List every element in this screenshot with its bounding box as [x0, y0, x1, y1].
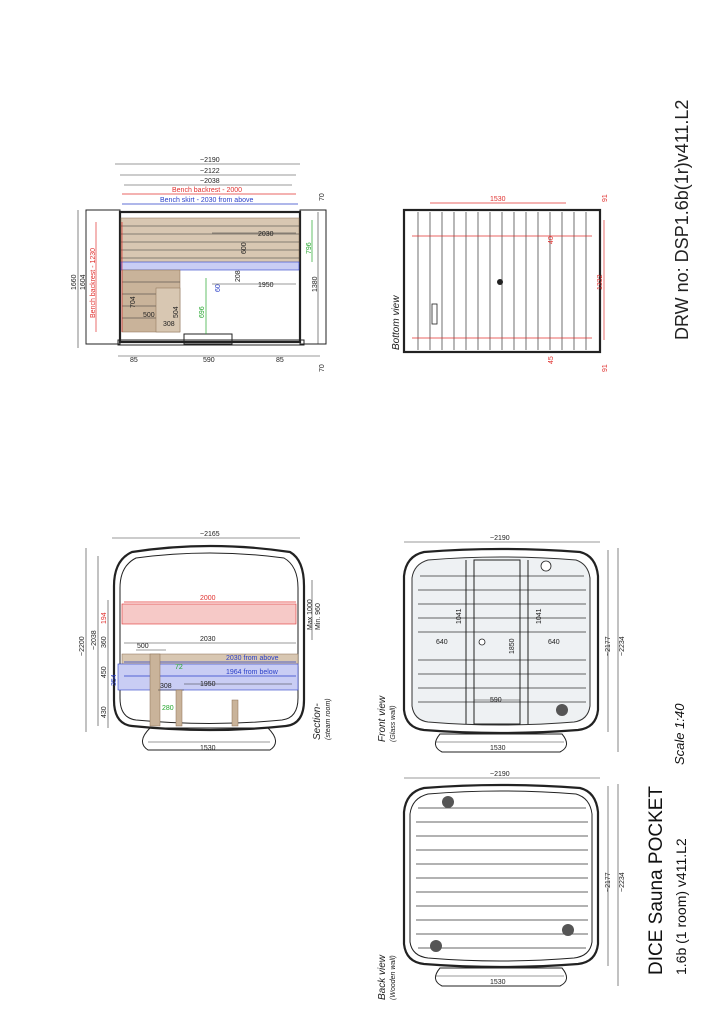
side-dim-1: ~2190: [200, 157, 220, 164]
bottom-drain-icon: [497, 279, 503, 285]
bottom-view: [391, 194, 609, 372]
section-blue-below: 1964 from below: [226, 669, 278, 676]
side-dim-right-3: 70: [319, 364, 326, 372]
bottom-dim-40: 40: [548, 236, 555, 244]
section-green-72: 72: [175, 664, 183, 671]
side-dim-right-1: 70: [319, 193, 326, 201]
section-green-280: 280: [162, 705, 174, 712]
back-dim-bottom: 1530: [490, 979, 506, 986]
side-inner-500: 500: [143, 312, 155, 319]
back-bolt-top-icon: [442, 796, 454, 808]
section-sublabel: (steam room): [325, 698, 332, 740]
side-inner-796: 796: [306, 242, 313, 254]
front-dim-top: ~2190: [490, 535, 510, 542]
front-vent-icon: [556, 704, 568, 716]
drawing-title: DICE Sauna POCKET: [646, 785, 667, 975]
back-view-slats: [416, 808, 588, 948]
side-inner-60: 60: [215, 284, 222, 292]
side-dim-2: ~2122: [200, 168, 220, 175]
side-inner-504: 504: [173, 306, 180, 318]
section-inner-500: 500: [137, 643, 149, 650]
side-inner-308: 308: [163, 321, 175, 328]
drawing-subtitle: 1.6b (1 room) v411.L2: [673, 838, 689, 975]
section-dim-left-7: 430: [101, 706, 108, 718]
front-sublabel: (Glass wall): [390, 705, 397, 742]
section-max: Max 1000: [307, 599, 314, 630]
side-backrest-vertical: Bench backrest - 1230: [90, 247, 97, 318]
back-sublabel: (Wooden wall): [390, 955, 397, 1000]
front-dim-640-right: 640: [548, 639, 560, 646]
bottom-dim-45: 45: [548, 356, 555, 364]
front-dim-right-1: ~2177: [605, 636, 612, 656]
side-inner-600: 600: [241, 242, 248, 254]
front-dim-right-2: ~2234: [619, 636, 626, 656]
section-dim-left-3: 194: [101, 612, 108, 624]
back-bolt-right-icon: [562, 924, 574, 936]
back-dim-right-1: ~2177: [605, 872, 612, 892]
front-view: [377, 535, 626, 752]
front-dim-1041-right: 1041: [536, 608, 543, 624]
section-dim-bottom: 1530: [200, 745, 216, 752]
section-dim-top: ~2165: [200, 531, 220, 538]
side-dim-right-2: 1380: [312, 276, 319, 292]
side-dim-bottom-1: 85: [130, 357, 138, 364]
section-inner-308: 308: [160, 683, 172, 690]
side-inner-2030: 2030: [258, 231, 274, 238]
side-inner-208: 208: [235, 270, 242, 282]
back-view: [377, 771, 626, 1000]
front-handle-icon: [479, 639, 485, 645]
section-inner-2030: 2030: [200, 636, 216, 643]
section-label: Section-: [312, 703, 323, 740]
side-view: [71, 157, 326, 372]
section-view: [79, 531, 332, 752]
drawing-number: DRW no: DSP1.6b(1r)v411.L2: [672, 99, 692, 340]
front-label: Front view: [377, 695, 388, 742]
side-dim-left-1: 1660: [71, 274, 78, 290]
bottom-dim-1332: 1332: [597, 274, 604, 290]
side-bench-backrest: Bench backrest - 2000: [172, 187, 243, 194]
section-dim-left-4: 360: [101, 636, 108, 648]
bottom-view-label: Bottom view: [391, 295, 402, 350]
bottom-vent-icon: [432, 304, 437, 324]
bottom-dim-91-bottom: 91: [602, 364, 609, 372]
side-inner-696: 696: [199, 306, 206, 318]
bottom-dim-91-top: 91: [602, 194, 609, 202]
side-inner-704: 704: [130, 296, 137, 308]
section-dim-left-2: ~2038: [91, 630, 98, 650]
section-dim-left-6: 354: [111, 674, 118, 686]
front-dim-1041-left: 1041: [456, 608, 463, 624]
bottom-dim-1530: 1530: [490, 196, 506, 203]
side-dim-left-2: 1604: [80, 274, 87, 290]
section-dim-left-5: 450: [101, 666, 108, 678]
section-red-2000: 2000: [200, 595, 216, 602]
front-lamp-icon: [541, 561, 551, 571]
section-inner-1950: 1950: [200, 681, 216, 688]
back-dim-top: ~2190: [490, 771, 510, 778]
side-dim-bottom-2: 590: [203, 357, 215, 364]
side-inner-1950: 1950: [258, 282, 274, 289]
front-dim-bottom: 1530: [490, 745, 506, 752]
side-bench-skirt: Bench skirt - 2030 from above: [160, 197, 254, 204]
section-dim-left-1: ~2200: [79, 636, 86, 656]
back-dim-right-2: ~2234: [619, 872, 626, 892]
section-min: Min. 960: [315, 603, 322, 630]
side-dim-bottom-3: 85: [276, 357, 284, 364]
front-dim-640-left: 640: [436, 639, 448, 646]
front-dim-590: 590: [490, 697, 502, 704]
back-bolt-left-icon: [430, 940, 442, 952]
back-label: Back view: [377, 954, 388, 1000]
side-dim-3: ~2038: [200, 178, 220, 185]
section-blue-above: 2030 from above: [226, 655, 279, 662]
front-dim-1850: 1850: [509, 638, 516, 654]
drawing-scale: Scale 1:40: [672, 703, 687, 765]
